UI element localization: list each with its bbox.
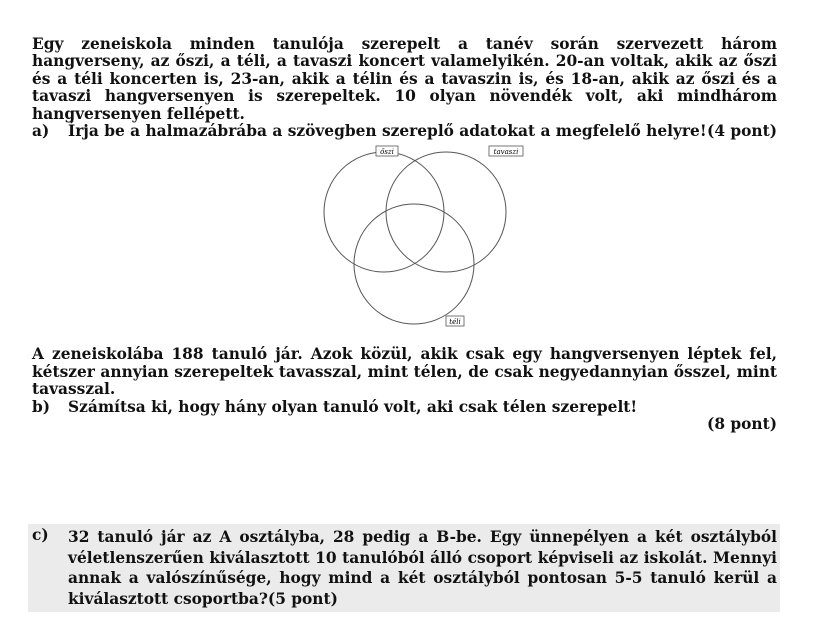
exam-page — [32, 36, 777, 433]
middle-paragraph: A zeneiskolába 188 tanuló jár. Azok közül, akik csak egy hangversenyen léptek fel, kétszer annyian szerepeltek tavasszal, mint télen, de csak negyedannyian ősszel, mint tavasszal. — [32, 345, 777, 399]
question-b-label: b) — [32, 397, 51, 416]
question-c — [32, 527, 777, 609]
question-c-points: (5 pont) — [267, 589, 338, 608]
question-a-points: (4 pont) — [707, 122, 777, 141]
question-a-label: a) — [32, 122, 50, 141]
venn-diagram — [32, 142, 777, 342]
question-a-text: Írja be a halmazábrába a szövegben szereplő adatokat a megfelelő helyre! — [68, 122, 707, 141]
venn-circle-tavaszi — [386, 152, 506, 272]
question-b-points: (8 pont) — [707, 415, 777, 434]
venn-label-tavaszi: tavaszi — [493, 148, 519, 157]
question-a — [32, 123, 777, 140]
question-c-text: 32 tanuló jár az A osztályba, 28 pedig a B-be. Egy ünnepélyen a két osztályból véletlenszerűen kiválasztott 10 tanulóból álló csoport képviseli az iskolát. Mennyi annak a valószínűsége, hogy mind a két osztályból pontosan 5-5 tanuló kerül a kiválasztott csoportba? — [68, 528, 777, 608]
question-b — [32, 399, 777, 416]
question-b-text: Számítsa ki, hogy hány olyan tanuló volt, aki csak télen szerepelt! — [68, 397, 638, 416]
question-c-label: c) — [32, 526, 49, 544]
venn-svg — [322, 142, 546, 342]
venn-label-teli: téli — [449, 318, 461, 327]
intro-paragraph: Egy zeneiskola minden tanulója szerepelt a tanév során szervezett három hangverseny, az őszi, a téli, a tavaszi koncert valamelyikén. 20-an voltak, akik az őszi és a téli koncerten is, 23-an, akik a télin és a tavaszin is, és 18-an, akik az őszi és a tavaszi hangversenyen is szerepeltek. 10 olyan növendék volt, aki mindhárom hangversenyen fellépett. — [32, 35, 777, 123]
venn-label-oszi: őszi — [380, 148, 394, 157]
